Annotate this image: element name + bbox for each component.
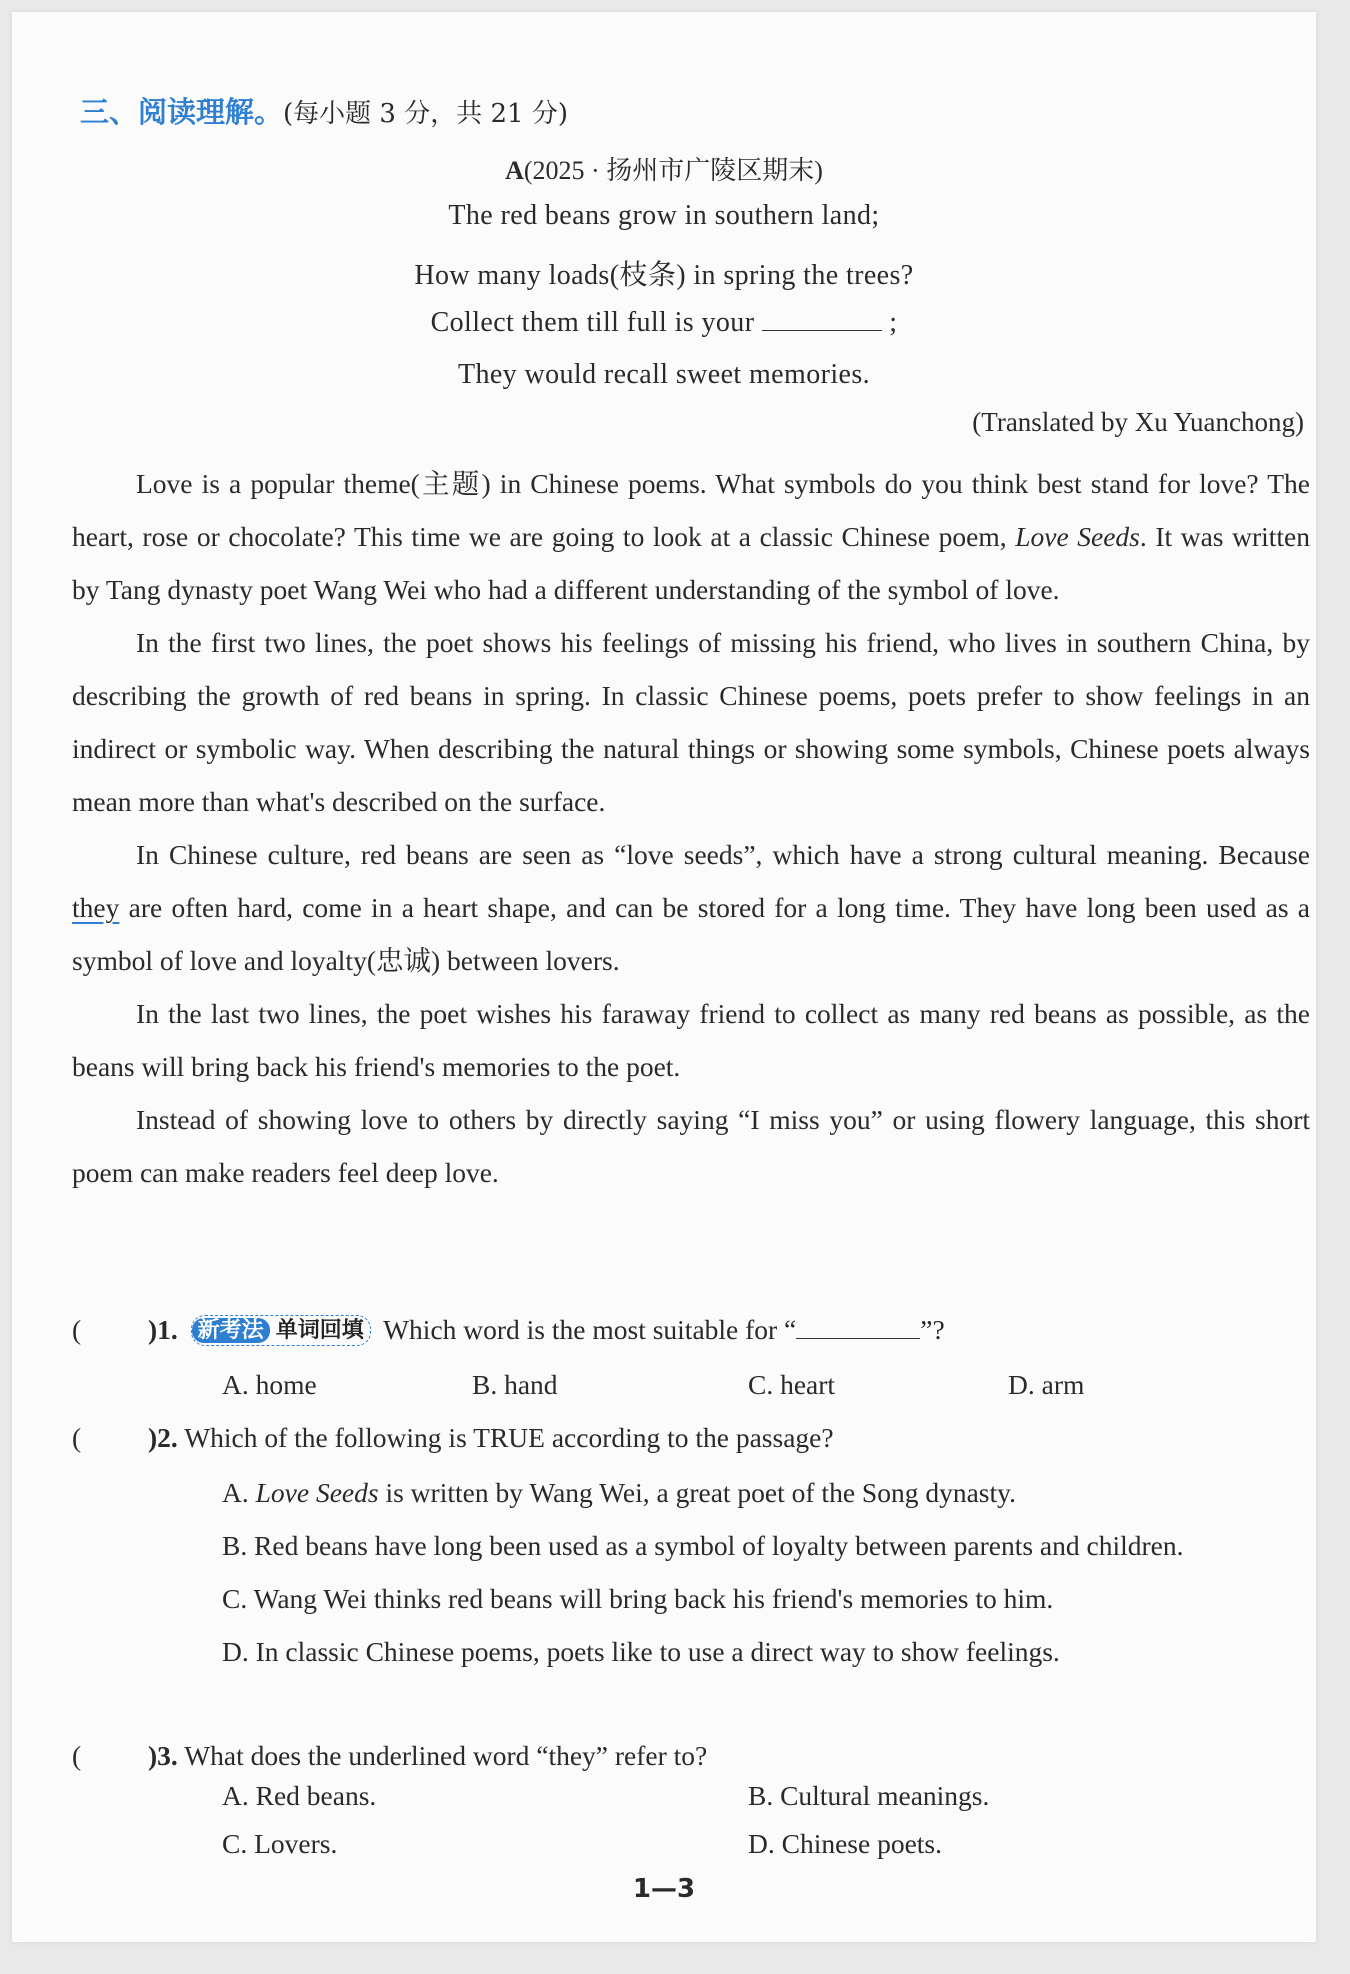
question-type-tag	[191, 1315, 371, 1346]
question-1-stem-b: ”?	[920, 1314, 945, 1345]
question-1-stem-a: Which word is the most suitable for “	[383, 1314, 797, 1345]
section-heading	[80, 90, 568, 131]
worksheet-page	[12, 12, 1316, 1942]
poem-line-3	[12, 306, 1316, 339]
question-3-option-a[interactable]: A. Red beans.	[222, 1780, 377, 1811]
poem-line-4: They would recall sweet memories.	[457, 359, 871, 390]
translator-credit: (Translated by Xu Yuanchong)	[972, 407, 1304, 437]
paragraph-1-text-a: Love is a popular theme(主题) in Chinese poems. What symbols do you think best stand for love? The heart, rose or chocolate? This time we are going to look at a classic Chinese poem,	[72, 468, 1310, 552]
tag-new-method: 新考法	[192, 1318, 270, 1343]
question-1-option-c[interactable]: C. heart	[748, 1369, 836, 1400]
question-3-stem: What does the underlined word “they” refer to?	[184, 1740, 708, 1771]
section-scoring: (每小题 3 分，共 21 分)	[283, 99, 568, 129]
poem-blank[interactable]	[762, 306, 882, 331]
question-3-option-b[interactable]: B. Cultural meanings.	[748, 1780, 990, 1811]
question-2-stem: Which of the following is TRUE according to the passage?	[184, 1422, 834, 1453]
poem-title: Love Seeds	[1015, 521, 1140, 552]
answer-paren-2[interactable]: (	[72, 1422, 82, 1453]
answer-paren-3[interactable]: (	[72, 1740, 82, 1771]
question-2-option-b[interactable]: B. Red beans have long been used as a symbol of loyalty between parents and children.	[222, 1530, 1184, 1561]
paragraph-3	[72, 828, 1310, 987]
poem-line-3-end: ;	[889, 307, 898, 338]
question-2-option-a[interactable]	[222, 1466, 1310, 1519]
question-2	[72, 1422, 834, 1454]
option-a-title: Love Seeds	[255, 1477, 379, 1508]
paragraph-5: Instead of showing love to others by directly saying “I miss you” or using flowery language, this short poem can make readers feel deep love.	[72, 1104, 1310, 1188]
option-a-rest: is written by Wang Wei, a great poet of the Song dynasty.	[378, 1477, 1016, 1508]
question-2-number: )2.	[148, 1422, 178, 1453]
paragraph-1	[72, 457, 1310, 616]
question-3-option-d[interactable]: D. Chinese poets.	[748, 1828, 943, 1859]
question-1-number: )1.	[148, 1314, 178, 1345]
passage-source	[12, 150, 1316, 187]
poem-line-2: How many loads(枝条) in spring the trees?	[414, 260, 914, 291]
passage-label: A	[505, 156, 524, 185]
paragraph-2: In the first two lines, the poet shows his feelings of missing his friend, who lives in southern China, by describing the growth of red beans in spring. In classic Chinese poems, poets prefer to show feelings in an indirect or symbolic way. When describing the natural things or showing some symbols, Chinese poets always mean more than what's described on the surface.	[72, 627, 1310, 817]
question-3	[72, 1740, 707, 1772]
question-2-options	[222, 1466, 1310, 1678]
section-title-main: 三、阅读理解。	[80, 95, 284, 129]
option-a-prefix: A.	[222, 1477, 256, 1508]
page-number: 1—3	[632, 1874, 696, 1904]
passage-source-text: (2025 · 扬州市广陵区期末)	[523, 156, 823, 185]
question-1	[72, 1314, 945, 1346]
question-1-option-d[interactable]: D. arm	[1008, 1369, 1085, 1400]
question-1-option-b[interactable]: B. hand	[472, 1369, 558, 1400]
passage-body	[72, 457, 1310, 1199]
answer-paren-1[interactable]: (	[72, 1314, 82, 1345]
poem-line-1: The red beans grow in southern land;	[448, 200, 880, 231]
paragraph-1-text-b: . It was written by Tang dynasty poet Wang Wei who had a different understanding of the symbol of love.	[72, 521, 1310, 605]
question-3-number: )3.	[148, 1740, 178, 1771]
question-1-blank	[796, 1314, 920, 1339]
question-2-option-d[interactable]: D. In classic Chinese poems, poets like to use a direct way to show feelings.	[222, 1636, 1060, 1667]
paragraph-4: In the last two lines, the poet wishes his faraway friend to collect as many red beans as possible, as the beans will bring back his friend's memories to the poet.	[72, 998, 1310, 1082]
question-3-option-c[interactable]: C. Lovers.	[222, 1828, 338, 1859]
tag-word-fill: 单词回填	[275, 1318, 364, 1343]
paragraph-3-text-a: In Chinese culture, red beans are seen as “love seeds”, which have a strong cultural meaning. Because	[136, 839, 1310, 870]
underlined-word: they	[72, 892, 120, 923]
poem-line-3-text: Collect them till full is your	[430, 307, 755, 338]
question-1-option-a[interactable]: A. home	[222, 1369, 317, 1400]
paragraph-3-text-b: are often hard, come in a heart shape, and can be stored for a long time. They have long been used as a symbol of love and loyalty(忠诚) between lovers.	[72, 892, 1310, 976]
question-2-option-c[interactable]: C. Wang Wei thinks red beans will bring back his friend's memories to him.	[222, 1583, 1054, 1614]
